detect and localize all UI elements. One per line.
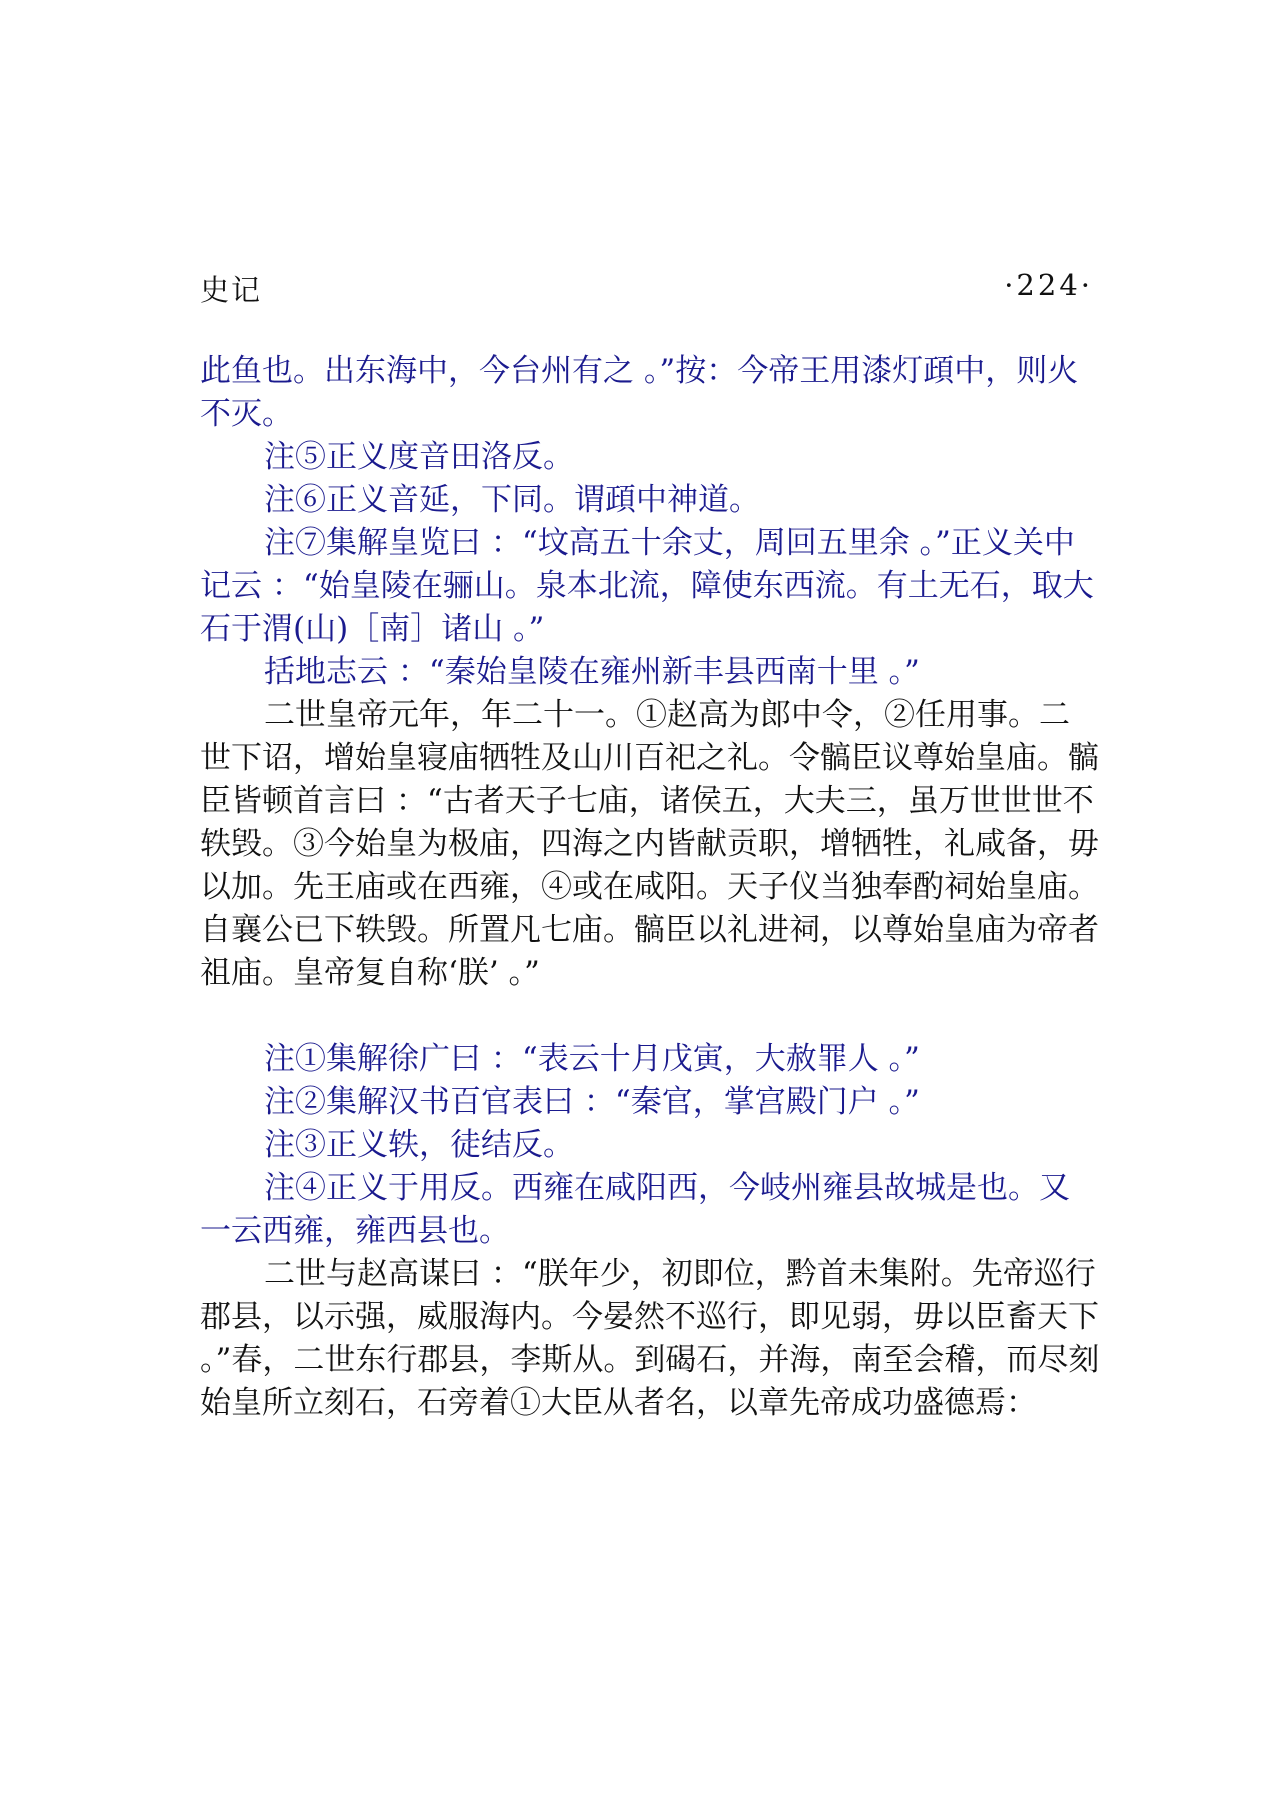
paragraph-gap: [200, 995, 1100, 1038]
note-paragraph: 注③正义轶，徒结反。: [264, 1127, 574, 1163]
note-paragraph: 注④正义于用反。西雍在咸阳西，今岐州雍县故城是也。又一云西雍，雍西县也。: [200, 1170, 1070, 1249]
note-paragraph: 注②集解汉书百官表曰 ：“秦官，掌宫殿门户 。”: [264, 1084, 920, 1120]
main-text-paragraph: 二世与赵高谋曰 ：“朕年少，初即位，黔首未集附。先帝巡行郡县，以示强，威服海内。今晏然不巡行，即见弱，毋以臣畜天下 。”春，二世东行郡县，李斯从。到碣石，并海，南至会稽，而尽刻始皇所立刻石，石旁着①大臣从者名，以章先帝成功盛德焉：: [200, 1256, 1100, 1421]
note-paragraph: 此鱼也。出东海中，今台州有之 。”按：今帝王用漆灯頙中，则火不灭。: [200, 353, 1079, 432]
note-paragraph: 注⑦集解皇览曰 ：“坟高五十余丈，周回五里余 。”正义关中记云 ：“始皇陵在骊山。泉本北流，障使东西流。有土无石，取大石于渭(山)［南］诸山 。”: [200, 525, 1094, 647]
main-text-paragraph: 二世皇帝元年，年二十一。①赵高为郎中令，②任用事。二世下诏，增始皇寝庙牺牲及山川百祀之礼。令髇臣议尊始皇庙。髇臣皆顿首言曰 ：“古者天子七庙，诸侯五，大夫三，虽万世世世不轶毁。③今始皇为极庙，四海之内皆献贡职，增牺牲，礼咸备，毋以加。先王庙或在西雍，④或在咸阳。天子仪当独奉酌祠始皇庙。自襄公已下轶毁。所置凡七庙。髇臣以礼进祠，以尊始皇庙为帝者祖庙。皇帝复自称‘朕’ 。”: [200, 697, 1099, 991]
page-number: ·224·: [1004, 268, 1093, 302]
book-title: 史记: [200, 273, 263, 307]
note-paragraph: 注①集解徐广曰 ：“表云十月戊寅，大赦罪人 。”: [264, 1041, 920, 1077]
page-header: [200, 268, 1093, 312]
note-paragraph: 注⑤正义度音田洛反。: [264, 439, 574, 475]
page-body: [200, 350, 1100, 1425]
note-paragraph: 注⑥正义音延，下同。谓頙中神道。: [264, 482, 760, 518]
note-paragraph: 括地志云 ：“秦始皇陵在雍州新丰县西南十里 。”: [264, 654, 920, 690]
